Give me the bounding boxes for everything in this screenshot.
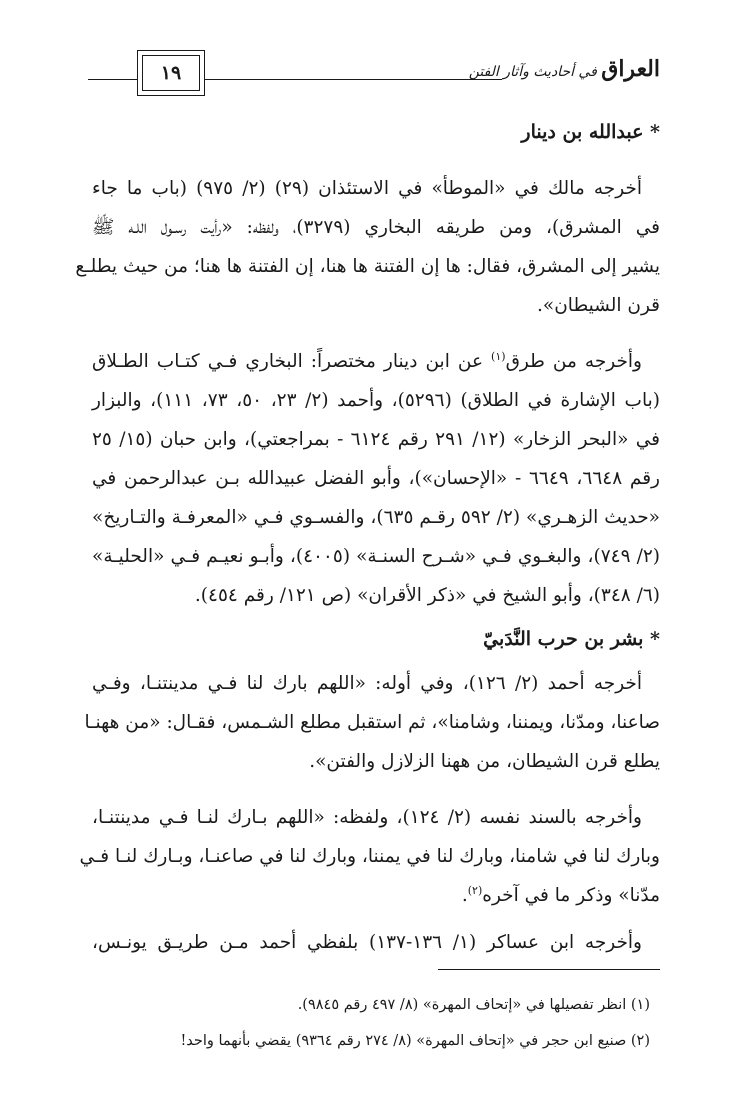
footnote-separator	[438, 969, 660, 970]
paragraph-line: (٢/ ٧٤٩)، والبغـوي فـي «شـرح السنـة» (٤٠٠٥)، وأبـو نعيـم فـي «الحليـة»	[92, 546, 660, 567]
paragraph-line: وأخرجه ابن عساكر (١/ ١٣٦-١٣٧) بلفظي أحمد مـن طريـق يونـس،	[92, 932, 642, 953]
footnote-marker-1[interactable]: (١)	[491, 349, 506, 363]
paragraph-line: في المشرق)، ومن طريقه البخاري (٣٢٧٩)، ولفظه: «رأيت رسـول اللـه ﷺ	[92, 217, 660, 238]
section-heading-abdullah-bin-dinar: * عبدالله بن دينار	[521, 121, 660, 143]
paragraph-line	[92, 343, 660, 381]
running-title	[468, 56, 660, 82]
line-text: .	[461, 885, 468, 906]
paragraph-line: «حديث الزهـري» (٢/ ٥٩٢ رقـم ٦٣٥)، والفسـوي فـي «المعرفـة والتـاريخ»	[92, 507, 660, 528]
paragraph-line: في «البحر الزخار» (١٢/ ٢٩١ رقم ٦١٢٤ - بمراجعتي)، وابن حبان (١٥/ ٢٥	[92, 429, 660, 450]
header-rule-right	[205, 79, 502, 80]
header-rule-left	[88, 79, 137, 80]
footnote-1: (١) انظر تفصيلها في «إتحاف المهرة» (٨/ ٤٩٧ رقم ٩٨٤٥).	[297, 997, 650, 1013]
paragraph-line: يشير إلى المشرق، فقال: ها إن الفتنة ها هنا، إن الفتنة ها هنا؛ من حيث يطلـع	[75, 256, 660, 277]
paragraph-line: (٦/ ٣٤٨)، وأبو الشيخ في «ذكر الأقران» (ص ١٢١/ رقم ٤٥٤).	[194, 585, 660, 606]
paragraph-line: يطلع قرن الشيطان، من ههنا الزلازل والفتن».	[309, 751, 660, 772]
paragraph-line: وأخرجه بالسند نفسه (٢/ ١٢٤)، ولفظه: «اللهم بـارك لنـا فـي مدينتنـا،	[92, 807, 642, 828]
section-heading-bishr-bin-harb: * بشر بن حرب النَّدَبيّ	[483, 628, 660, 650]
paragraph-line: وبارك لنا في شامنا، وبارك لنا في يمننا، وبارك لنا في صاعنـا، وبـارك لنـا فـي	[79, 846, 660, 867]
footnote-2: (٢) صنيع ابن حجر في «إتحاف المهرة» (٨/ ٢٧٤ رقم ٩٣٦٤) يقضي بأنهما واحد!	[180, 1033, 650, 1049]
paragraph-line: (باب الإشارة في الطلاق) (٥٢٩٦)، وأحمد (٢/ ٢٣، ٥٠، ٧٣، ١١١)، والبزار	[92, 390, 660, 411]
page-number: ١٩	[142, 55, 200, 91]
page-number-box	[137, 50, 205, 96]
paragraph-line: قرن الشيطان».	[537, 295, 660, 316]
paragraph-line: رقم ٦٦٤٨، ٦٦٤٩ - «الإحسان»)، وأبو الفضل عبيدالله بـن عبدالرحمن في	[92, 468, 660, 489]
running-title-sub: في أحاديث وآثار الفتن	[468, 64, 597, 80]
paragraph-line: أخرجه مالك في «الموطأ» في الاستئذان (٢٩) (٢/ ٩٧٥) (باب ما جاء	[92, 178, 642, 199]
line-text: مدّنا» وذكر ما في آخره	[482, 885, 660, 906]
footnote-marker-2[interactable]: (٢)	[467, 883, 483, 897]
running-title-main: العراق	[601, 56, 660, 82]
line-text: عن ابن دينار مختصراً: البخاري فـي كتـاب الطـلاق	[92, 351, 492, 372]
paragraph-line	[92, 877, 660, 915]
line-text: وأخرجه من طرق	[505, 351, 642, 372]
paragraph-line: أخرجه أحمد (٢/ ١٢٦)، وفي أوله: «اللهم بارك لنا فـي مدينتنـا، وفـي	[92, 673, 642, 694]
paragraph-line: صاعنا، ومدّنا، ويمننا، وشامنا»، ثم استقبل مطلع الشـمس، فقـال: «من ههنـا	[84, 712, 660, 733]
